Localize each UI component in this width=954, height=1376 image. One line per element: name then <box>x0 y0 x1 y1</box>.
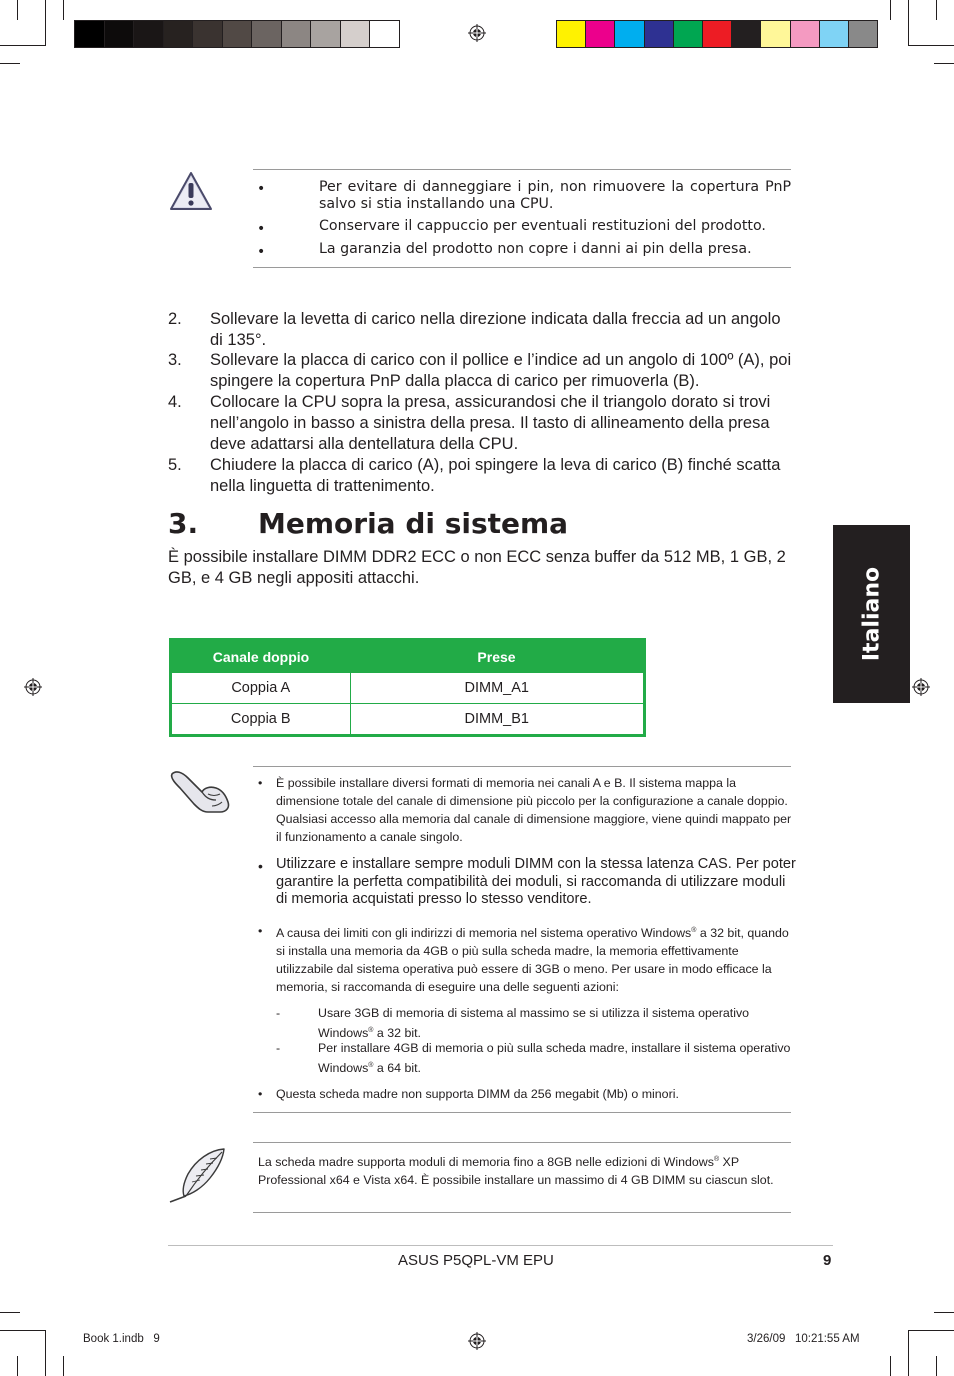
hand-pointer-icon <box>168 766 234 816</box>
color-swatch <box>163 20 194 48</box>
registration-mark-icon <box>912 678 930 696</box>
note-text: A causa dei limiti con gli indirizzi di memoria nel sistema operativo Windows <box>276 926 692 941</box>
table-cell: DIMM_A1 <box>350 673 645 704</box>
note-text: Usare 3GB di memoria di sistema al massimo se si utilizza il sistema operativo Windows <box>318 1006 750 1041</box>
note-text: La scheda madre supporta moduli di memoria fino a 8GB nelle edizioni di Windows <box>258 1155 714 1170</box>
color-swatch <box>644 20 674 48</box>
table-cell: DIMM_B1 <box>350 704 645 736</box>
warning-item: Conservare il cappuccio per eventuali restituzioni del prodotto. <box>319 218 766 234</box>
color-swatch <box>310 20 341 48</box>
registration-mark-icon <box>468 24 486 42</box>
registered-mark: ® <box>691 927 697 934</box>
warning-bottom-rule <box>253 267 791 268</box>
step-number: 2. <box>168 310 182 328</box>
color-swatch <box>614 20 644 48</box>
table-header: Canale doppio <box>171 640 351 673</box>
table-header: Prese <box>350 640 645 673</box>
note-text: a 32 bit. <box>373 1026 421 1041</box>
bullet-char: • <box>258 924 263 938</box>
dash-char: - <box>276 1006 281 1020</box>
registration-mark-icon <box>24 678 42 696</box>
note-item <box>276 922 794 996</box>
warning-icon <box>168 170 214 212</box>
language-tab <box>833 525 910 703</box>
page-number: 9 <box>823 1252 832 1269</box>
notes-bottom-rule <box>253 1112 791 1113</box>
footer-product: ASUS P5QPL-VM EPU <box>398 1252 554 1269</box>
color-swatch <box>104 20 135 48</box>
color-swatch <box>251 20 282 48</box>
note-item: Questa scheda madre non supporta DIMM da 256 megabit (Mb) o minori. <box>276 1087 679 1101</box>
section-number: 3. <box>168 507 199 540</box>
language-tab-label: Italiano <box>859 566 884 662</box>
note2-bottom-rule <box>253 1212 791 1213</box>
registered-mark: ® <box>368 1027 374 1034</box>
table-cell: Coppia B <box>171 704 351 736</box>
color-swatch <box>790 20 820 48</box>
note-text: Per installare 4GB di memoria o più sulla scheda madre, installare il sistema operativo Windows <box>318 1041 791 1076</box>
dimm-table <box>169 638 646 737</box>
warning-item: Per evitare di danneggiare i pin, non rimuovere la copertura PnP salvo si stia installando una CPU. <box>319 179 791 212</box>
step-number: 4. <box>168 393 182 411</box>
step-number: 3. <box>168 351 182 369</box>
color-swatch <box>340 20 371 48</box>
bullet-char: • <box>257 181 266 197</box>
color-swatch <box>369 20 400 48</box>
notes-top-rule <box>253 766 791 767</box>
table-row <box>171 673 645 704</box>
color-swatch <box>281 20 312 48</box>
color-swatch <box>702 20 732 48</box>
step-number: 5. <box>168 456 182 474</box>
feather-quill-icon <box>166 1146 228 1204</box>
color-swatch <box>192 20 223 48</box>
section-intro: È possibile installare DIMM DDR2 ECC o non ECC senza buffer da 512 MB, 1 GB, 2 GB, e 4 GB negli appositi attacchi. <box>168 548 786 587</box>
table-row <box>171 704 645 736</box>
step-text: Sollevare la levetta di carico nella direzione indicata dalla freccia ad un angolo di 135°. <box>210 310 781 349</box>
color-swatch <box>848 20 878 48</box>
dash-char: - <box>276 1041 281 1055</box>
registered-mark: ® <box>368 1062 374 1069</box>
warning-top-rule <box>253 169 791 170</box>
step-text: Chiudere la placca di carico (A), poi spingere la leva di carico (B) finché scatta nella linguetta di trattenimento. <box>210 456 781 495</box>
color-swatch <box>74 20 105 48</box>
step-text: Collocare la CPU sopra la presa, assicurandosi che il triangolo dorato si trovi nell’angolo in basso a sinistra della presa. Il tasto di allineamento della presa deve adattarsi alla dentellatura della CPU. <box>210 393 771 453</box>
color-swatch <box>222 20 253 48</box>
bullet-char: • <box>258 858 263 874</box>
color-swatch <box>819 20 849 48</box>
color-swatch <box>673 20 703 48</box>
note-subitem <box>318 1039 794 1077</box>
bullet-char: • <box>257 244 266 260</box>
color-swatch <box>760 20 790 48</box>
registered-mark: ® <box>713 1156 720 1163</box>
slug-file: Book 1.indb 9 <box>83 1333 160 1345</box>
note2-text <box>258 1151 788 1189</box>
note-item: È possibile installare diversi formati di memoria nei canali A e B. Il sistema mappa la dimensione totale del canale di dimensione più piccolo per la configurazione a canale doppio. Qualsiasi accesso alla memoria dal canale di dimensione maggiore, viene quindi mappato per il funzionamento a canale singolo. <box>276 776 792 844</box>
slug-date: 3/26/09 10:21:55 AM <box>747 1333 860 1345</box>
note-subitem <box>318 1004 794 1042</box>
note-text: XP Professional x64 e Vista x64. È possibile installare un massimo di 4 GB DIMM su ciascun slot. <box>258 1155 774 1188</box>
warning-item: La garanzia del prodotto non copre i danni ai pin della presa. <box>319 241 752 257</box>
note-text: a 32 bit, quando si installa una memoria da 4GB o più sulla scheda madre, la memoria effettivamente utilizzabile dal sistema operativa può essere di 3GB o meno. Per usare in modo efficace la memoria, si raccomanda di eseguire una delle seguenti azioni: <box>276 926 789 995</box>
color-swatch <box>133 20 164 48</box>
table-cell: Coppia A <box>171 673 351 704</box>
registration-mark-icon <box>468 1332 486 1350</box>
note-item: Utilizzare e installare sempre moduli DIMM con la stessa latenza CAS. Per poter garantire la perfetta compatibilità dei moduli, si raccomanda di utilizzare moduli di memoria acquistati presso lo stesso venditore. <box>276 856 796 907</box>
bullet-char: • <box>258 776 263 790</box>
bullet-char: • <box>258 1087 263 1101</box>
step-text: Sollevare la placca di carico con il pollice e l’indice ad un angolo di 100º (A), poi spingere la copertura PnP dalla placca di carico per rimuoverla (B). <box>210 351 792 390</box>
section-title: Memoria di sistema <box>258 507 569 540</box>
color-swatch <box>585 20 615 48</box>
note-text: a 64 bit. <box>373 1061 421 1076</box>
note2-top-rule <box>253 1142 791 1143</box>
footer-rule <box>168 1245 833 1246</box>
bullet-char: • <box>257 221 266 237</box>
color-swatch <box>731 20 761 48</box>
color-swatch <box>556 20 586 48</box>
